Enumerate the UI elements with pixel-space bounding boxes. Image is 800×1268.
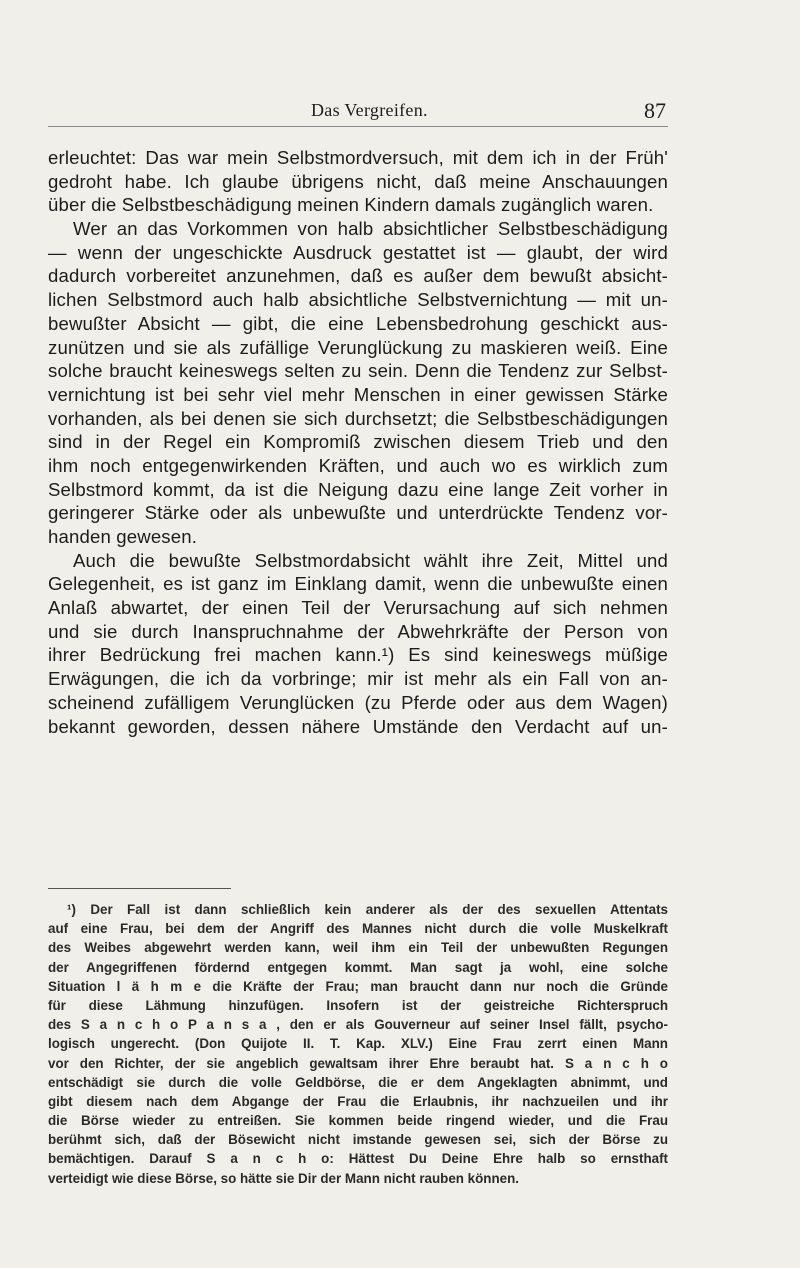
footnote-line: die Börse wieder zu entreißen. Sie kommen beide ringend wieder, und die Frau (48, 1113, 668, 1129)
running-head (0, 100, 800, 124)
footnote-line: berühmt sich, daß der Bösewicht nicht imstande gewesen sei, sich der Börse zu (48, 1132, 668, 1148)
text-line: vorhanden, als bei denen sie sich durchsetzt; die Selbstbeschädigungen (48, 407, 668, 429)
text-line: Erwägungen, die ich da vorbringe; mir ist mehr als ein Fall von an- (48, 668, 668, 690)
text-line: scheinend zufälligem Verunglücken (zu Pferde oder aus dem Wagen) (48, 691, 668, 713)
text-line: ihm noch entgegenwirkenden Kräften, und auch wo es wirklich zum (48, 454, 668, 476)
header-rule (48, 126, 668, 127)
footnote-line: verteidigt wie diese Börse, so hätte sie Dir der Mann nicht rauben können. (48, 1170, 520, 1186)
text-line: lichen Selbstmord auch halb absichtliche Selbstvernichtung — mit un- (48, 289, 668, 311)
footnote-line: vor den Richter, der sie angeblich gewaltsam ihrer Ehre beraubt hat. S a n c h o (48, 1055, 668, 1071)
footnote-line: gibt diesem nach dem Abgange der Frau die Erlaubnis, ihr nachzueilen und ihr (48, 1093, 668, 1109)
text-line: bekannt geworden, dessen nähere Umstände den Verdacht auf un- (48, 715, 668, 737)
text-line: — wenn der ungeschickte Ausdruck gestattet ist — glaubt, der wird (48, 241, 668, 263)
main-text (48, 146, 668, 738)
text-line: sind in der Regel ein Kompromiß zwischen diesem Trieb und den (48, 431, 668, 453)
text-line: solche braucht keineswegs selten zu sein. Denn die Tendenz zur Selbst- (48, 360, 668, 382)
text-line: erleuchtet: Das war mein Selbstmordversuch, mit dem ich in der Früh' (48, 147, 668, 168)
text-line: über die Selbstbeschädigung meinen Kindern damals zugänglich waren. (48, 194, 654, 216)
text-line: dadurch vorbereitet anzunehmen, daß es außer dem bewußt absicht- (48, 265, 668, 287)
text-line: Gelegenheit, es ist ganz im Einklang damit, wenn die unbewußte einen (48, 573, 668, 595)
footnote-line: Situation l ä h m e die Kräfte der Frau; man braucht dann nur noch die Gründe (48, 978, 668, 994)
text-line: vernichtung ist bei sehr viel mehr Menschen in einer gewissen Stärke (48, 383, 668, 405)
footnote-line: logisch ungerecht. (Don Quijote II. T. Kap. XLV.) Eine Frau zerrt einen Mann (48, 1036, 668, 1052)
footnote (48, 900, 668, 1188)
text-line: geringerer Stärke oder als unbewußte und unterdrückte Tendenz vor- (48, 502, 668, 524)
footnote-line: des S a n c h o P a n s a , den er als Gouverneur auf seiner Insel fällt, psycho- (48, 1017, 668, 1033)
text-line: ihrer Bedrückung frei machen kann.¹) Es sind keineswegs müßige (48, 644, 668, 666)
footnote-line: entschädigt sie durch die volle Geldbörse, die er dem Angeklagten abnimmt, und (48, 1074, 668, 1090)
text-line: Anlaß abwartet, der einen Teil der Verursachung auf sich nehmen (48, 597, 668, 619)
text-line: Selbstmord kommt, da ist die Neigung dazu eine lange Zeit vorher in (48, 478, 668, 500)
text-line: handen gewesen. (48, 526, 198, 547)
footnote-line: bemächtigen. Darauf S a n c h o: Hättest Du Deine Ehre halb so ernsthaft (48, 1151, 668, 1167)
footnote-line: für diese Lähmung hinzufügen. Insofern ist der geistreiche Richterspruch (48, 997, 668, 1013)
page-number: 87 (644, 98, 666, 123)
footnote-line: des Weibes abgewehrt werden kann, weil ihm ein Teil der unbewußten Regungen (48, 940, 668, 956)
text-line: gedroht habe. Ich glaube übrigens nicht, daß meine Anschauungen (48, 170, 668, 192)
footnote-line: der Angegriffenen fördernd entgegen kommt. Man sagt ja wohl, eine solche (48, 959, 668, 975)
text-line: Auch die bewußte Selbstmordabsicht wählt ihre Zeit, Mittel und (73, 549, 668, 571)
text-line: und sie durch Inanspruchnahme der Abwehrkräfte der Person von (48, 620, 668, 642)
running-title: Das Vergreifen. (311, 100, 428, 120)
footnote-rule (48, 888, 231, 889)
footnote-line: ¹) Der Fall ist dann schließlich kein anderer als der des sexuellen Attentats (67, 902, 668, 917)
text-line: zunützen und sie als zufällige Verunglückung zu maskieren weiß. Eine (48, 336, 668, 358)
text-line: Wer an das Vorkommen von halb absichtlicher Selbstbeschädigung (73, 218, 668, 240)
footnote-line: auf eine Frau, bei dem der Angriff des Mannes nicht durch die volle Muskelkraft (48, 921, 668, 937)
text-line: bewußter Absicht — gibt, die eine Lebensbedrohung geschickt aus- (48, 312, 668, 334)
